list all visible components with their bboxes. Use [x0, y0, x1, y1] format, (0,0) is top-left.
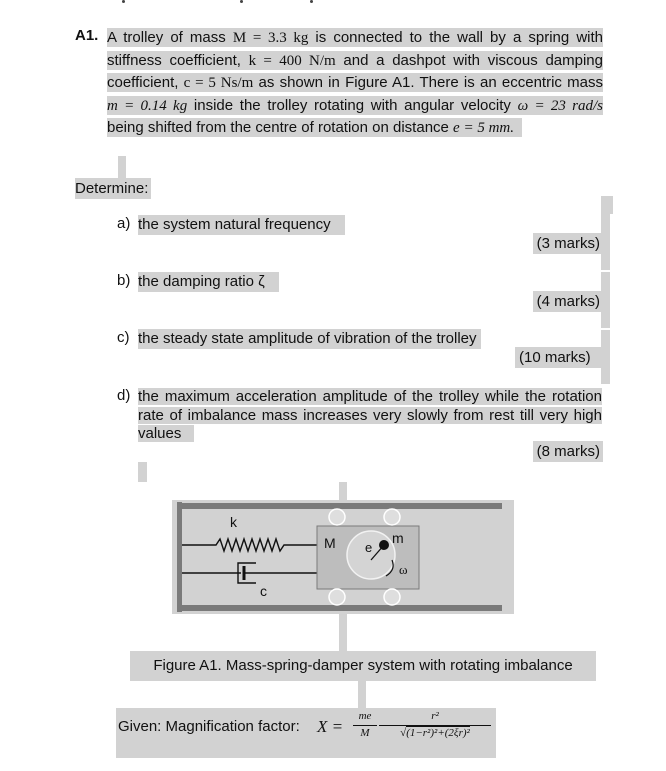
angular-velocity-value: ω = 23 rad/s	[517, 97, 603, 114]
highlight-bar	[138, 462, 147, 482]
damping-value: c = 5 Ns/m	[183, 75, 254, 91]
part-letter: d)	[117, 387, 131, 404]
question-body: A trolley of mass M = 3.3 kg is connected to the wall by a spring with stiffness coefficient, k = 400 N/m and a dashpot with viscous damping coefficient, c = 5 Ns/m as shown in Figure A1. There is an eccentric mass m = 0.14 kg inside the trolley rotating with angular velocity ω = 23 rad/s being shifted from the centre of rotation on distance e = 5 mm.	[107, 29, 604, 136]
rotor-circle	[347, 531, 395, 579]
part-text: the system natural frequency	[138, 215, 345, 235]
spring	[182, 539, 317, 551]
marks-c: (10 marks)	[515, 347, 603, 368]
damper	[182, 563, 317, 583]
wheel	[384, 509, 400, 525]
mass-value: M = 3.3 kg	[232, 30, 309, 46]
highlight-bar	[358, 681, 366, 709]
part-text: the steady state amplitude of vibration of the trolley	[138, 329, 481, 349]
formula-lhs: X =	[317, 717, 344, 736]
highlight-bar	[601, 196, 613, 214]
marks-d: (8 marks)	[533, 441, 603, 462]
given-formula	[116, 708, 496, 758]
spring-label: k	[230, 514, 237, 530]
part-text: the damping ratio ζ	[138, 272, 279, 292]
wheel	[329, 509, 345, 525]
marks-b: (4 marks)	[533, 291, 603, 312]
mass-label: M	[324, 535, 336, 551]
top-cropped-text	[120, 0, 320, 4]
part-text: the maximum acceleration amplitude of the trolley while the rotation rate of imbalance mass increases very slowly from rest till very high values	[138, 388, 602, 442]
stiffness-value: k = 400 N/m	[248, 52, 336, 69]
omega-label: ω	[399, 562, 408, 577]
bottom-rail	[182, 605, 502, 611]
part-letter: c)	[117, 329, 130, 346]
mass-spring-damper-diagram	[172, 500, 514, 614]
wall	[177, 502, 182, 612]
given-prefix: Given: Magnification factor:	[118, 718, 300, 735]
eccentricity-value: e = 5 mm.	[453, 120, 514, 136]
eccentric-mass-value: m = 0.14 kg	[107, 97, 188, 114]
wheel	[384, 589, 400, 605]
damper-label: c	[260, 583, 267, 599]
part-letter: b)	[117, 272, 131, 289]
highlight-bar	[118, 156, 126, 180]
question-label: A1.	[75, 27, 99, 44]
figure-caption: Figure A1. Mass-spring-damper system with rotating imbalance	[130, 651, 596, 681]
small-mass-label: m	[392, 530, 404, 546]
fraction-me-over-m: me M	[353, 710, 377, 739]
determine-label: Determine:	[75, 178, 151, 199]
highlight-bar	[339, 614, 347, 652]
part-letter: a)	[117, 215, 131, 232]
wheel	[329, 589, 345, 605]
top-rail	[182, 503, 502, 509]
figure-a1	[172, 500, 514, 614]
eccentric-mass	[379, 540, 389, 550]
highlight-bar	[339, 482, 347, 500]
marks-a: (3 marks)	[533, 233, 603, 254]
eccentricity-label: e	[365, 540, 373, 555]
fraction-r-squared: r² √(1−r²)²+(2ξr)²	[379, 710, 491, 739]
